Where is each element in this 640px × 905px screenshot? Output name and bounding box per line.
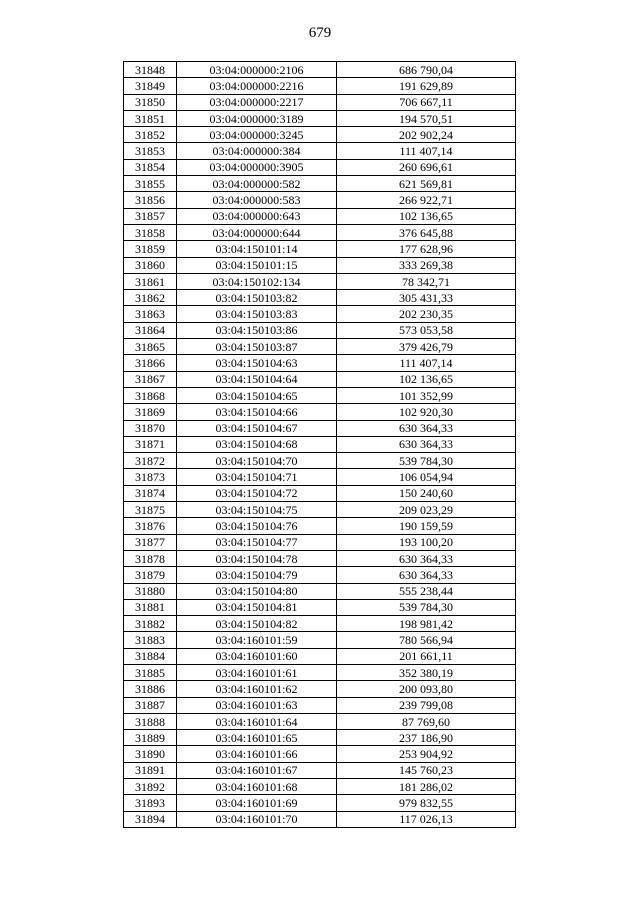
value-cell: 237 186,90 <box>337 730 516 746</box>
row-number-cell: 31886 <box>124 681 177 697</box>
cadastral-number-cell: 03:04:150104:70 <box>177 453 337 469</box>
cadastral-number-cell: 03:04:160101:63 <box>177 697 337 713</box>
table-row <box>124 241 516 257</box>
row-number-cell: 31888 <box>124 713 177 729</box>
value-cell: 200 093,80 <box>337 681 516 697</box>
table-row <box>124 534 516 550</box>
cadastral-number-cell: 03:04:000000:384 <box>177 143 337 159</box>
value-cell: 106 054,94 <box>337 469 516 485</box>
value-cell: 111 407,14 <box>337 143 516 159</box>
row-number-cell: 31850 <box>124 94 177 110</box>
row-number-cell: 31877 <box>124 534 177 550</box>
cadastral-number-cell: 03:04:150104:77 <box>177 534 337 550</box>
table-row <box>124 795 516 811</box>
row-number-cell: 31853 <box>124 143 177 159</box>
cadastral-number-cell: 03:04:150103:86 <box>177 322 337 338</box>
table-row <box>124 648 516 664</box>
cadastral-number-cell: 03:04:160101:70 <box>177 811 337 827</box>
cadastral-number-cell: 03:04:150104:79 <box>177 567 337 583</box>
table-row <box>124 273 516 289</box>
row-number-cell: 31858 <box>124 224 177 240</box>
cadastral-number-cell: 03:04:000000:2217 <box>177 94 337 110</box>
value-cell: 253 904,92 <box>337 746 516 762</box>
cadastral-number-cell: 03:04:150104:68 <box>177 436 337 452</box>
table-row <box>124 697 516 713</box>
value-cell: 181 286,02 <box>337 779 516 795</box>
row-number-cell: 31874 <box>124 485 177 501</box>
table-row <box>124 599 516 615</box>
table-row <box>124 208 516 224</box>
table-row <box>124 632 516 648</box>
value-cell: 555 238,44 <box>337 583 516 599</box>
value-cell: 979 832,55 <box>337 795 516 811</box>
table-row <box>124 583 516 599</box>
row-number-cell: 31881 <box>124 599 177 615</box>
value-cell: 145 760,23 <box>337 762 516 778</box>
table-row <box>124 502 516 518</box>
table-row <box>124 355 516 371</box>
table-row <box>124 420 516 436</box>
table-row <box>124 746 516 762</box>
cadastral-number-cell: 03:04:160101:68 <box>177 779 337 795</box>
cadastral-number-cell: 03:04:150104:71 <box>177 469 337 485</box>
value-cell: 87 769,60 <box>337 713 516 729</box>
cadastral-number-cell: 03:04:000000:2216 <box>177 78 337 94</box>
row-number-cell: 31854 <box>124 159 177 175</box>
value-cell: 78 342,71 <box>337 273 516 289</box>
table-row <box>124 371 516 387</box>
table-row <box>124 339 516 355</box>
value-cell: 191 629,89 <box>337 78 516 94</box>
table-row <box>124 779 516 795</box>
value-cell: 352 380,19 <box>337 664 516 680</box>
cadastral-number-cell: 03:04:150103:87 <box>177 339 337 355</box>
row-number-cell: 31863 <box>124 306 177 322</box>
row-number-cell: 31883 <box>124 632 177 648</box>
value-cell: 177 628,96 <box>337 241 516 257</box>
row-number-cell: 31848 <box>124 62 177 78</box>
row-number-cell: 31865 <box>124 339 177 355</box>
table-row <box>124 62 516 78</box>
row-number-cell: 31870 <box>124 420 177 436</box>
cadastral-number-cell: 03:04:150104:78 <box>177 550 337 566</box>
cadastral-number-cell: 03:04:150104:82 <box>177 616 337 632</box>
row-number-cell: 31851 <box>124 110 177 126</box>
value-cell: 202 230,35 <box>337 306 516 322</box>
row-number-cell: 31872 <box>124 453 177 469</box>
row-number-cell: 31873 <box>124 469 177 485</box>
row-number-cell: 31894 <box>124 811 177 827</box>
table-row <box>124 811 516 827</box>
value-cell: 376 645,88 <box>337 224 516 240</box>
value-cell: 539 784,30 <box>337 453 516 469</box>
value-cell: 305 431,33 <box>337 290 516 306</box>
row-number-cell: 31882 <box>124 616 177 632</box>
table-row <box>124 485 516 501</box>
cadastral-number-cell: 03:04:150104:66 <box>177 404 337 420</box>
table-row <box>124 257 516 273</box>
value-cell: 239 799,08 <box>337 697 516 713</box>
value-cell: 150 240,60 <box>337 485 516 501</box>
cadastral-number-cell: 03:04:000000:3189 <box>177 110 337 126</box>
cadastral-number-cell: 03:04:160101:62 <box>177 681 337 697</box>
cadastral-number-cell: 03:04:000000:2106 <box>177 62 337 78</box>
row-number-cell: 31879 <box>124 567 177 583</box>
row-number-cell: 31859 <box>124 241 177 257</box>
table-row <box>124 387 516 403</box>
table-row <box>124 176 516 192</box>
cadastral-number-cell: 03:04:160101:65 <box>177 730 337 746</box>
table-row <box>124 127 516 143</box>
table-row <box>124 94 516 110</box>
value-cell: 193 100,20 <box>337 534 516 550</box>
table-row <box>124 616 516 632</box>
cadastral-number-cell: 03:04:000000:582 <box>177 176 337 192</box>
row-number-cell: 31860 <box>124 257 177 273</box>
row-number-cell: 31891 <box>124 762 177 778</box>
table-row <box>124 567 516 583</box>
row-number-cell: 31887 <box>124 697 177 713</box>
table-row <box>124 550 516 566</box>
value-cell: 573 053,58 <box>337 322 516 338</box>
cadastral-number-cell: 03:04:160101:69 <box>177 795 337 811</box>
row-number-cell: 31868 <box>124 387 177 403</box>
cadastral-number-cell: 03:04:000000:643 <box>177 208 337 224</box>
value-cell: 102 920,30 <box>337 404 516 420</box>
cadastral-number-cell: 03:04:150104:76 <box>177 518 337 534</box>
value-cell: 630 364,33 <box>337 550 516 566</box>
table-row <box>124 290 516 306</box>
value-cell: 198 981,42 <box>337 616 516 632</box>
cadastral-number-cell: 03:04:150101:14 <box>177 241 337 257</box>
cadastral-number-cell: 03:04:160101:59 <box>177 632 337 648</box>
value-cell: 111 407,14 <box>337 355 516 371</box>
row-number-cell: 31867 <box>124 371 177 387</box>
value-cell: 379 426,79 <box>337 339 516 355</box>
value-cell: 194 570,51 <box>337 110 516 126</box>
row-number-cell: 31852 <box>124 127 177 143</box>
value-cell: 202 902,24 <box>337 127 516 143</box>
row-number-cell: 31878 <box>124 550 177 566</box>
value-cell: 621 569,81 <box>337 176 516 192</box>
row-number-cell: 31890 <box>124 746 177 762</box>
row-number-cell: 31864 <box>124 322 177 338</box>
value-cell: 686 790,04 <box>337 62 516 78</box>
cadastral-number-cell: 03:04:150104:75 <box>177 502 337 518</box>
table-row <box>124 453 516 469</box>
cadastral-number-cell: 03:04:160101:66 <box>177 746 337 762</box>
row-number-cell: 31876 <box>124 518 177 534</box>
value-cell: 190 159,59 <box>337 518 516 534</box>
value-cell: 102 136,65 <box>337 208 516 224</box>
cadastral-number-cell: 03:04:160101:64 <box>177 713 337 729</box>
value-cell: 209 023,29 <box>337 502 516 518</box>
row-number-cell: 31856 <box>124 192 177 208</box>
value-cell: 266 922,71 <box>337 192 516 208</box>
row-number-cell: 31884 <box>124 648 177 664</box>
cadastral-number-cell: 03:04:160101:60 <box>177 648 337 664</box>
cadastral-number-cell: 03:04:150102:134 <box>177 273 337 289</box>
row-number-cell: 31849 <box>124 78 177 94</box>
value-cell: 102 136,65 <box>337 371 516 387</box>
value-cell: 630 364,33 <box>337 420 516 436</box>
cadastral-number-cell: 03:04:150104:63 <box>177 355 337 371</box>
value-cell: 630 364,33 <box>337 567 516 583</box>
value-cell: 333 269,38 <box>337 257 516 273</box>
row-number-cell: 31892 <box>124 779 177 795</box>
table-row <box>124 518 516 534</box>
table-row <box>124 664 516 680</box>
page-number: 679 <box>308 25 332 41</box>
cadastral-number-cell: 03:04:000000:583 <box>177 192 337 208</box>
cadastral-number-cell: 03:04:150104:80 <box>177 583 337 599</box>
cadastral-number-cell: 03:04:160101:67 <box>177 762 337 778</box>
table-row <box>124 404 516 420</box>
value-cell: 539 784,30 <box>337 599 516 615</box>
cadastral-number-cell: 03:04:150104:64 <box>177 371 337 387</box>
row-number-cell: 31885 <box>124 664 177 680</box>
cadastral-number-cell: 03:04:150101:15 <box>177 257 337 273</box>
table-row <box>124 110 516 126</box>
table-row <box>124 762 516 778</box>
row-number-cell: 31861 <box>124 273 177 289</box>
cadastral-number-cell: 03:04:150103:82 <box>177 290 337 306</box>
row-number-cell: 31871 <box>124 436 177 452</box>
table-row <box>124 78 516 94</box>
registry-table <box>123 61 516 828</box>
value-cell: 630 364,33 <box>337 436 516 452</box>
registry-table-body <box>124 62 516 828</box>
cadastral-number-cell: 03:04:000000:3905 <box>177 159 337 175</box>
row-number-cell: 31866 <box>124 355 177 371</box>
value-cell: 260 696,61 <box>337 159 516 175</box>
cadastral-number-cell: 03:04:150104:81 <box>177 599 337 615</box>
row-number-cell: 31889 <box>124 730 177 746</box>
table-row <box>124 681 516 697</box>
table-row <box>124 306 516 322</box>
value-cell: 117 026,13 <box>337 811 516 827</box>
cadastral-number-cell: 03:04:000000:3245 <box>177 127 337 143</box>
table-row <box>124 224 516 240</box>
cadastral-number-cell: 03:04:150104:67 <box>177 420 337 436</box>
table-row <box>124 436 516 452</box>
value-cell: 780 566,94 <box>337 632 516 648</box>
table-row <box>124 469 516 485</box>
row-number-cell: 31875 <box>124 502 177 518</box>
cadastral-number-cell: 03:04:160101:61 <box>177 664 337 680</box>
table-row <box>124 322 516 338</box>
table-row <box>124 159 516 175</box>
row-number-cell: 31880 <box>124 583 177 599</box>
cadastral-number-cell: 03:04:150104:65 <box>177 387 337 403</box>
table-row <box>124 730 516 746</box>
cadastral-number-cell: 03:04:000000:644 <box>177 224 337 240</box>
value-cell: 706 667,11 <box>337 94 516 110</box>
value-cell: 201 661,11 <box>337 648 516 664</box>
row-number-cell: 31857 <box>124 208 177 224</box>
row-number-cell: 31893 <box>124 795 177 811</box>
row-number-cell: 31862 <box>124 290 177 306</box>
cadastral-number-cell: 03:04:150103:83 <box>177 306 337 322</box>
cadastral-number-cell: 03:04:150104:72 <box>177 485 337 501</box>
table-row <box>124 192 516 208</box>
table-row <box>124 713 516 729</box>
row-number-cell: 31869 <box>124 404 177 420</box>
value-cell: 101 352,99 <box>337 387 516 403</box>
row-number-cell: 31855 <box>124 176 177 192</box>
table-row <box>124 143 516 159</box>
